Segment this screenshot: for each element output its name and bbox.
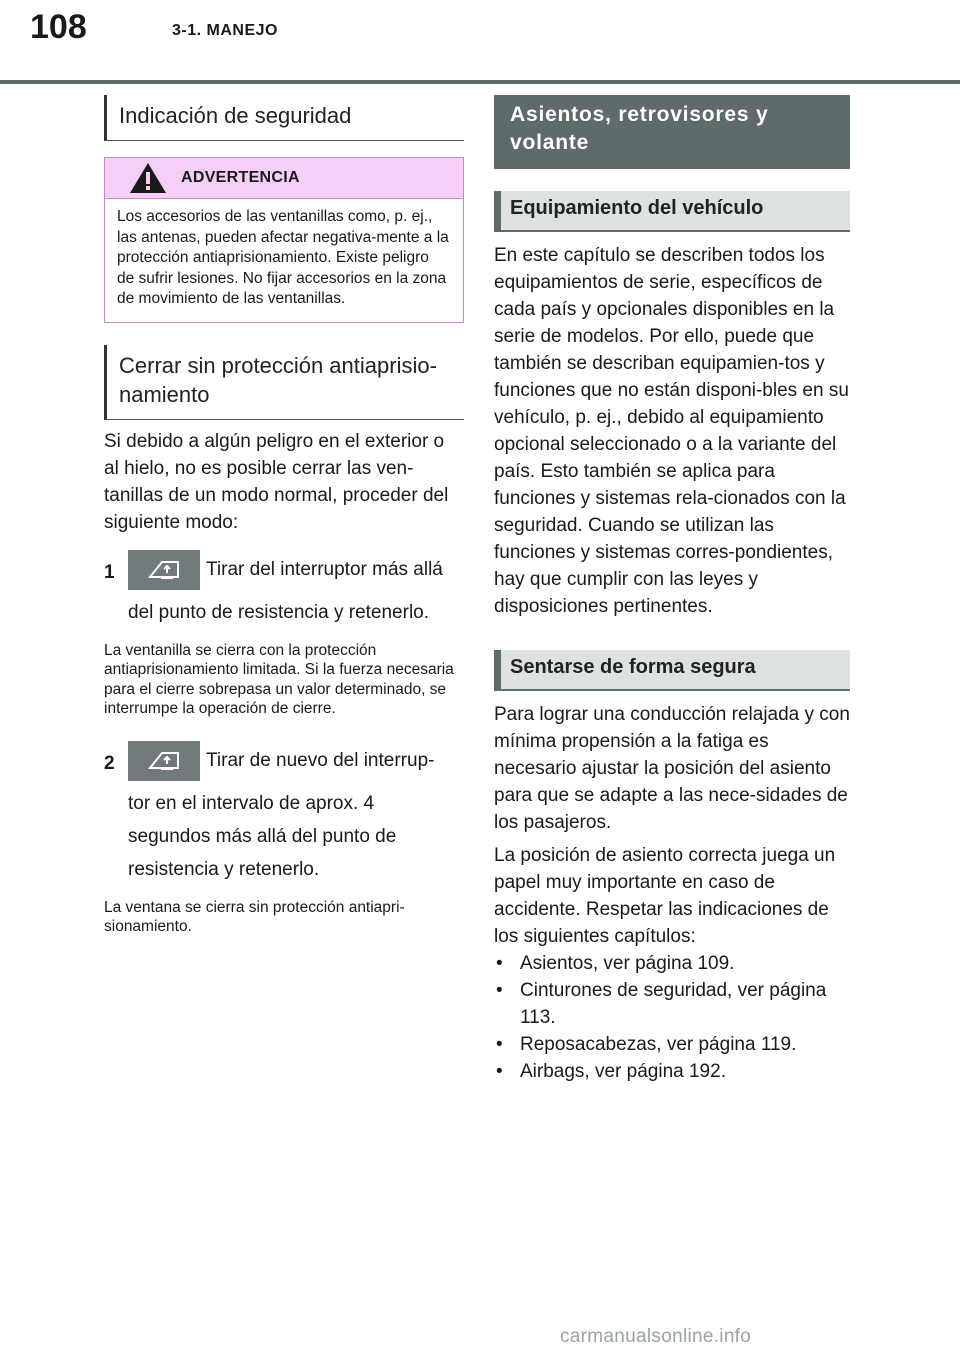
list-item: • Reposacabezas, ver página 119. xyxy=(494,1031,850,1058)
list-item: • Cinturones de seguridad, ver página 113. xyxy=(494,977,850,1031)
chapter-title: 3-1. MANEJO xyxy=(172,22,278,39)
section-main-heading: Asientos, retrovisores y volante xyxy=(494,95,850,169)
close-heading: Cerrar sin protección antiaprisio-namiento xyxy=(104,345,464,420)
intro-text: Si debido a algún peligro en el exterior o al hielo, no es posible cerrar las ven-tanillas de un modo normal, proceder del siguiente modo: xyxy=(104,430,449,533)
warning-header xyxy=(105,158,463,199)
step-1-line1: Tirar del interruptor más allá xyxy=(206,559,443,580)
warning-text: Los accesorios de las ventanillas como, p. ej., las antenas, pueden afectar negativa-mente a la protección antiaprisionamiento. Existe peligro de sufrir lesiones. No fijar accesorios en la zona de movimiento de las ventanillas. xyxy=(117,208,449,307)
window-switch-icon xyxy=(128,741,200,781)
step-number: 2 xyxy=(104,752,115,774)
warning-title: ADVERTENCIA xyxy=(181,169,300,186)
seating-text-1: Para lograr una conducción relajada y con mínima propensión a la fatiga es necesario ajustar la posición del asiento para que se adapte a las nece-sidades de los pasajeros. xyxy=(494,704,850,833)
step-number: 1 xyxy=(104,561,115,583)
equipment-heading: Equipamiento del vehículo xyxy=(494,191,850,232)
window-switch-icon xyxy=(128,550,200,590)
list-item: • Airbags, ver página 192. xyxy=(494,1058,850,1085)
safety-heading: Indicación de seguridad xyxy=(104,95,464,141)
page-number: 108 xyxy=(30,8,87,46)
warning-box xyxy=(104,157,464,323)
seating-text-2: La posición de asiento correcta juega un papel muy importante en caso de accidente. Respetar las indicaciones de los siguientes capítulos: xyxy=(494,845,836,947)
left-column xyxy=(104,95,464,937)
step-2-line1: Tirar de nuevo del interrup- xyxy=(206,750,435,771)
step-2-rest: tor en el intervalo de aprox. 4 segundos más allá del punto de resistencia y retenerlo. xyxy=(128,792,397,880)
seating-heading: Sentarse de forma segura xyxy=(494,650,850,691)
warning-triangle-icon xyxy=(129,162,167,194)
step-2 xyxy=(104,741,464,886)
step-1 xyxy=(104,550,464,629)
note-1: La ventanilla se cierra con la protección antiaprisionamiento limitada. Si la fuerza necesaria para el cierre sobrepasa un valor determinado, se interrumpe la operación de cierre. xyxy=(104,641,454,717)
step-1-rest: del punto de resistencia y retenerlo. xyxy=(128,601,430,623)
note-2: La ventana se cierra sin protección antiapri-sionamiento. xyxy=(104,898,405,935)
chapter-reference-list xyxy=(494,950,850,1085)
list-item: • Asientos, ver página 109. xyxy=(494,950,850,977)
watermark-text: carmanualsonline.info xyxy=(560,1326,752,1347)
right-column xyxy=(494,95,850,1085)
page-header xyxy=(0,0,960,84)
equipment-text: En este capítulo se describen todos los equipamientos de serie, específicos de cada país y opcionales disponibles en la serie de modelos. Por ello, puede que también se describan equipamien-tos y funciones que no están disponi-bles en su vehículo, p. ej., debido al equipamiento opcional seleccionado o a la variante del país. Esto también se aplica para funciones y sistemas rela-cionados con la seguridad. Cuando se utilizan las funciones y sistemas corres-pondientes, hay que cumplir con las leyes y disposiciones pertinentes. xyxy=(494,245,849,617)
